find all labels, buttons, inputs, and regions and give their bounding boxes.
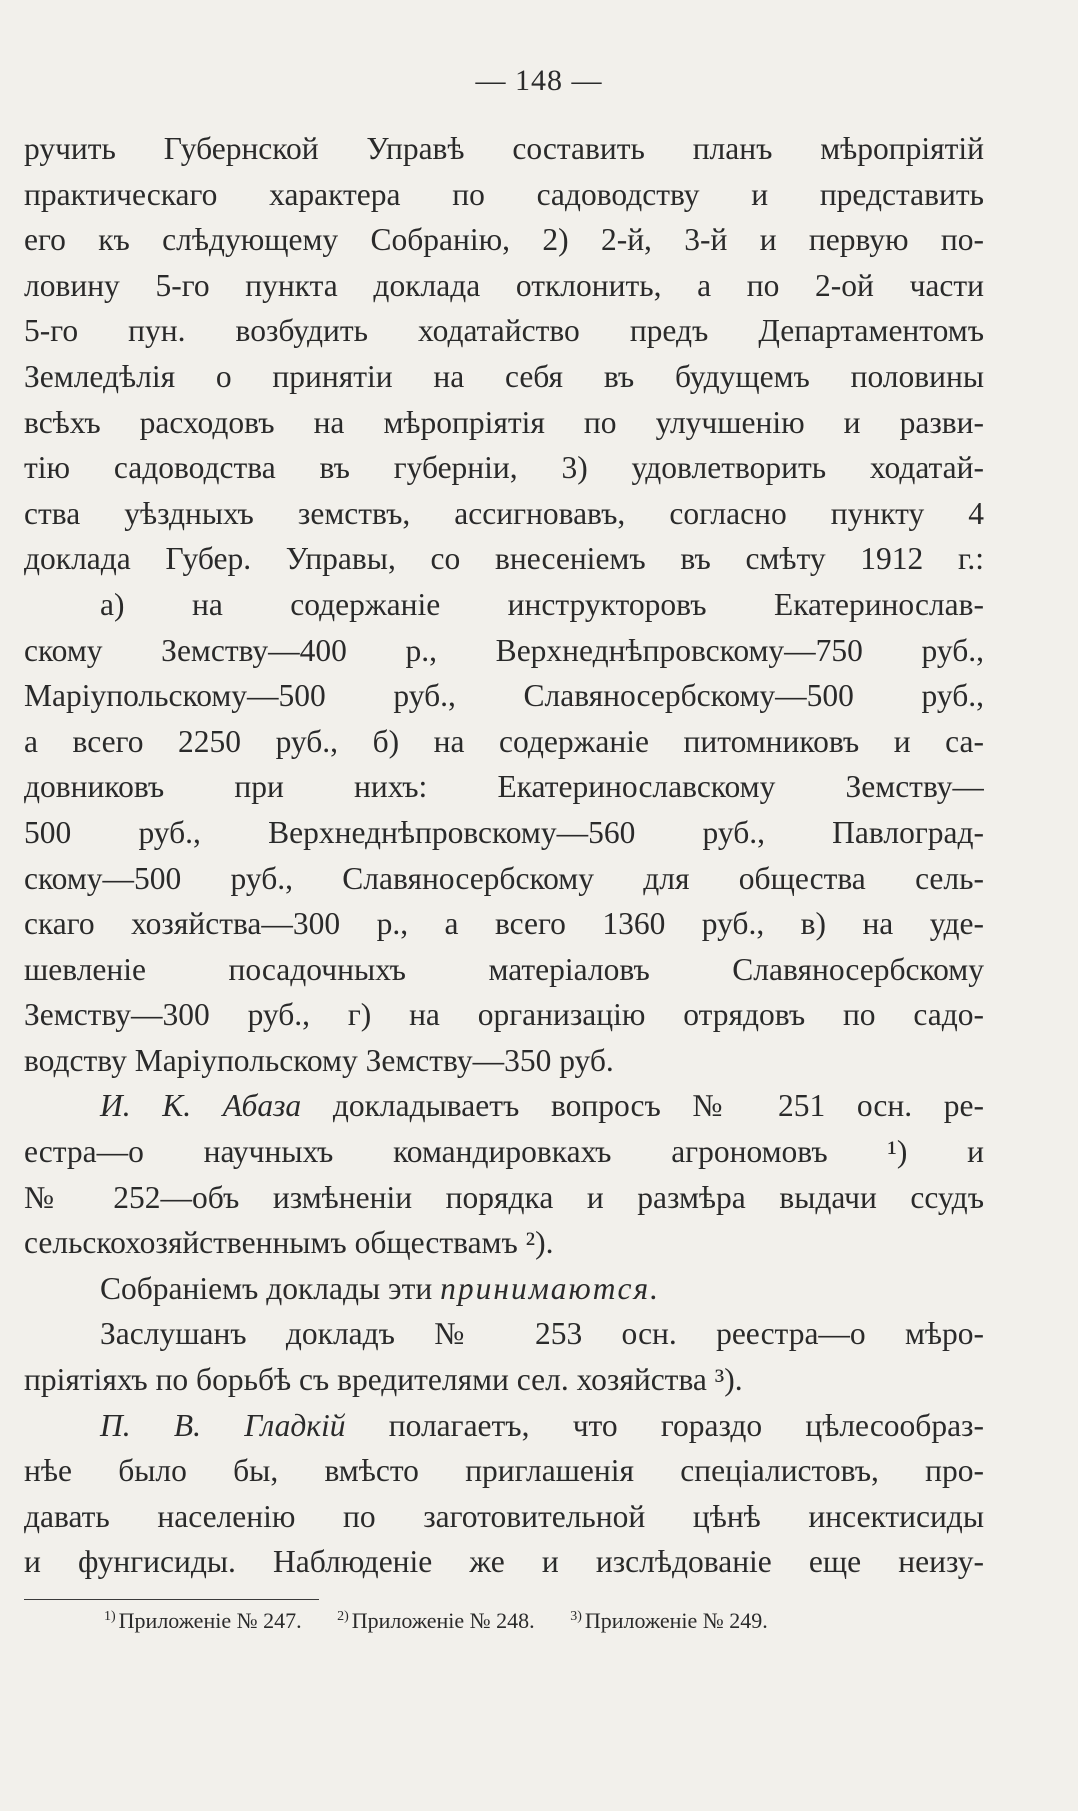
text-line: водству Маріупольскому Земству—350 руб. <box>24 1042 614 1078</box>
text-line: 5-го пун. возбудить ходатайство предъ Департаментомъ <box>24 313 984 349</box>
footnote-text: Приложеніе № 249. <box>584 1608 768 1633</box>
footnotes <box>104 1608 984 1634</box>
abaza-paragraph-line <box>24 1083 984 1129</box>
text-line: всѣхъ расходовъ на мѣропріятія по улучшенію и разви- <box>24 404 984 440</box>
text-line: шевленіе посадочныхъ матеріаловъ Славяносербскому <box>24 951 984 987</box>
text-line: практическаго характера по садоводству и представить <box>24 176 984 212</box>
accepted-line <box>24 1266 984 1312</box>
text-line: и фунгисиды. Наблюденіе же и изслѣдованіе еще неизу- <box>24 1544 984 1580</box>
text-line: 500 руб., Верхнеднѣпровскому—560 руб., Павлоград- <box>24 814 984 850</box>
speaker-name: И. К. Абаза <box>100 1088 302 1124</box>
paragraph-text: Собраніемъ доклады эти <box>100 1270 433 1306</box>
text-line: а) на содержаніе инструкторовъ Екатеринослав- <box>100 586 984 622</box>
footnote-mark: 2) <box>337 1609 349 1624</box>
text-line: а всего 2250 руб., б) на содержаніе питомниковъ и са- <box>24 723 984 759</box>
text-line: пріятіяхъ по борьбѣ съ вредителями сел. хозяйства ³). <box>24 1362 743 1398</box>
text-line: ства уѣздныхъ земствъ, ассигновавъ, согласно пункту 4 <box>24 495 984 531</box>
text-line: Заслушанъ докладъ № 253 осн. реестра—о мѣро- <box>100 1316 984 1352</box>
page-number: — 148 — <box>475 64 603 97</box>
footnote-mark: 3) <box>570 1609 582 1624</box>
text-line: нѣе было бы, вмѣсто приглашенія спеціалистовъ, про- <box>24 1453 984 1489</box>
emphasis-text: принимаются. <box>440 1270 661 1306</box>
text-line: скаго хозяйства—300 р., а всего 1360 руб., в) на уде- <box>24 906 984 942</box>
text-line: № 252—объ измѣненіи порядка и размѣра выдачи ссудъ <box>24 1179 984 1215</box>
text-line: естра—о научныхъ командировкахъ агрономовъ ¹) и <box>24 1134 984 1170</box>
footnote <box>337 1608 535 1634</box>
footnote-text: Приложеніе № 247. <box>118 1608 302 1633</box>
speaker-name: П. В. Гладкій <box>100 1407 346 1443</box>
text-line: его къ слѣдующему Собранію, 2) 2-й, 3-й и первую по- <box>24 222 984 258</box>
text-line: доклада Губер. Управы, со внесеніемъ въ смѣту 1912 г.: <box>24 541 984 577</box>
body-text <box>24 126 984 1585</box>
text-line: Маріупольскому—500 руб., Славяносербскому—500 руб., <box>24 678 984 714</box>
text-line: Земледѣлія о принятіи на себя въ будущемъ половины <box>24 358 984 394</box>
text-line: ловину 5-го пункта доклада отклонить, а по 2-ой части <box>24 267 984 303</box>
footnote <box>570 1608 768 1634</box>
paragraph-text: докладываетъ вопросъ № 251 осн. ре- <box>332 1088 984 1124</box>
text-line: сельскохозяйственнымъ обществамъ ²). <box>24 1225 554 1261</box>
footnote-mark: 1) <box>104 1609 116 1624</box>
text-line: скому—500 руб., Славяносербскому для общества сель- <box>24 860 984 896</box>
paragraph-text: полагаетъ, что гораздо цѣлесообраз- <box>388 1407 984 1443</box>
gladkiy-paragraph-line <box>24 1403 984 1449</box>
footnote <box>104 1608 302 1634</box>
text-line: скому Земству—400 р., Верхнеднѣпровскому—750 руб., <box>24 632 984 668</box>
footnote-text: Приложеніе № 248. <box>351 1608 535 1633</box>
text-line: тію садоводства въ губерніи, 3) удовлетворить ходатай- <box>24 450 984 486</box>
text-line: давать населенію по заготовительной цѣнѣ инсектисиды <box>24 1498 984 1534</box>
footnote-rule <box>24 1599 319 1600</box>
text-line: Земству—300 руб., г) на организацію отрядовъ по садо- <box>24 997 984 1033</box>
text-line: довниковъ при нихъ: Екатеринославскому Земству— <box>24 769 984 805</box>
text-line: ручить Губернской Управѣ составить планъ мѣропріятій <box>24 131 984 166</box>
